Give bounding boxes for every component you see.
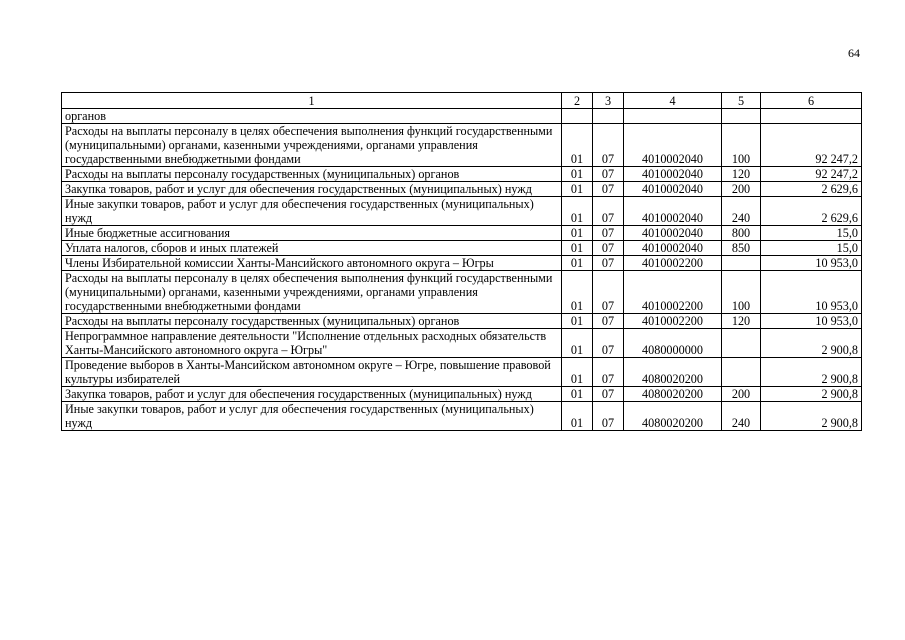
- row-amount: 2 900,8: [761, 358, 862, 387]
- row-name: Расходы на выплаты персоналу государственных (муниципальных) органов: [62, 167, 562, 182]
- table-row: [62, 167, 862, 182]
- row-section: 01: [562, 402, 593, 431]
- row-amount: 92 247,2: [761, 124, 862, 167]
- row-subsection: 07: [593, 271, 624, 314]
- row-expense-type: 240: [722, 402, 761, 431]
- row-section: 01: [562, 256, 593, 271]
- row-section: 01: [562, 197, 593, 226]
- row-target-article: 4080000000: [624, 329, 722, 358]
- table-row: [62, 109, 862, 124]
- row-target-article: 4010002040: [624, 241, 722, 256]
- row-expense-type: 850: [722, 241, 761, 256]
- table-row: [62, 124, 862, 167]
- row-name: Непрограммное направление деятельности "Исполнение отдельных расходных обязательств Ханты-Мансийского автономного округа – Югры": [62, 329, 562, 358]
- row-subsection: 07: [593, 402, 624, 431]
- row-name: Закупка товаров, работ и услуг для обеспечения государственных (муниципальных) нужд: [62, 182, 562, 197]
- header-col-6: 6: [761, 93, 862, 109]
- row-section: 01: [562, 358, 593, 387]
- row-target-article: 4080020200: [624, 402, 722, 431]
- row-section: 01: [562, 124, 593, 167]
- row-subsection: 07: [593, 197, 624, 226]
- row-amount: [761, 109, 862, 124]
- row-target-article: 4010002040: [624, 167, 722, 182]
- header-col-5: 5: [722, 93, 761, 109]
- table-row: [62, 271, 862, 314]
- row-expense-type: 120: [722, 167, 761, 182]
- header-col-2: 2: [562, 93, 593, 109]
- row-name: Уплата налогов, сборов и иных платежей: [62, 241, 562, 256]
- table-row: [62, 256, 862, 271]
- row-expense-type: 800: [722, 226, 761, 241]
- row-name: Иные закупки товаров, работ и услуг для обеспечения государственных (муниципальных) нужд: [62, 197, 562, 226]
- table-row: [62, 329, 862, 358]
- budget-table: [61, 92, 862, 431]
- page-number: 64: [848, 46, 860, 60]
- row-name: Закупка товаров, работ и услуг для обеспечения государственных (муниципальных) нужд: [62, 387, 562, 402]
- header-col-4: 4: [624, 93, 722, 109]
- table-row: [62, 402, 862, 431]
- table-row: [62, 358, 862, 387]
- row-subsection: 07: [593, 387, 624, 402]
- table-row: [62, 314, 862, 329]
- row-subsection: 07: [593, 226, 624, 241]
- table-body: [62, 109, 862, 431]
- table-row: [62, 226, 862, 241]
- row-section: 01: [562, 226, 593, 241]
- row-section: 01: [562, 387, 593, 402]
- row-subsection: 07: [593, 256, 624, 271]
- row-section: 01: [562, 167, 593, 182]
- row-amount: 2 900,8: [761, 387, 862, 402]
- row-name: Иные закупки товаров, работ и услуг для обеспечения государственных (муниципальных) нужд: [62, 402, 562, 431]
- row-subsection: 07: [593, 167, 624, 182]
- row-expense-type: 200: [722, 182, 761, 197]
- row-expense-type: 120: [722, 314, 761, 329]
- row-section: 01: [562, 314, 593, 329]
- row-section: 01: [562, 271, 593, 314]
- table-row: [62, 387, 862, 402]
- row-amount: 2 900,8: [761, 329, 862, 358]
- row-target-article: 4080020200: [624, 387, 722, 402]
- row-target-article: 4010002200: [624, 271, 722, 314]
- row-expense-type: [722, 256, 761, 271]
- row-target-article: 4010002200: [624, 256, 722, 271]
- row-expense-type: 100: [722, 271, 761, 314]
- row-expense-type: 240: [722, 197, 761, 226]
- row-name: Проведение выборов в Ханты-Мансийском автономном округе – Югре, повышение правовой культуры избирателей: [62, 358, 562, 387]
- row-amount: 15,0: [761, 241, 862, 256]
- row-expense-type: [722, 329, 761, 358]
- row-amount: 10 953,0: [761, 271, 862, 314]
- row-section: [562, 109, 593, 124]
- table-row: [62, 241, 862, 256]
- row-section: 01: [562, 241, 593, 256]
- row-subsection: 07: [593, 182, 624, 197]
- row-name: Расходы на выплаты персоналу в целях обеспечения выполнения функций государственными (муниципальными) органами, казенными учреждениями, органами управления государственными внебюджетными фондами: [62, 124, 562, 167]
- row-target-article: [624, 109, 722, 124]
- header-row: [62, 93, 862, 109]
- row-amount: 92 247,2: [761, 167, 862, 182]
- row-amount: 2 629,6: [761, 197, 862, 226]
- row-amount: 15,0: [761, 226, 862, 241]
- row-name: органов: [62, 109, 562, 124]
- row-amount: 10 953,0: [761, 256, 862, 271]
- row-expense-type: [722, 358, 761, 387]
- table-row: [62, 182, 862, 197]
- row-amount: 10 953,0: [761, 314, 862, 329]
- table-row: [62, 197, 862, 226]
- row-target-article: 4010002040: [624, 197, 722, 226]
- header-col-3: 3: [593, 93, 624, 109]
- row-target-article: 4010002040: [624, 182, 722, 197]
- row-subsection: 07: [593, 314, 624, 329]
- row-target-article: 4010002040: [624, 226, 722, 241]
- row-expense-type: [722, 109, 761, 124]
- row-subsection: [593, 109, 624, 124]
- row-name: Члены Избирательной комиссии Ханты-Мансийского автономного округа – Югры: [62, 256, 562, 271]
- row-target-article: 4010002200: [624, 314, 722, 329]
- row-name: Иные бюджетные ассигнования: [62, 226, 562, 241]
- row-subsection: 07: [593, 329, 624, 358]
- row-subsection: 07: [593, 358, 624, 387]
- row-name: Расходы на выплаты персоналу в целях обеспечения выполнения функций государственными (муниципальными) органами, казенными учреждениями, органами управления государственными внебюджетными фондами: [62, 271, 562, 314]
- row-name: Расходы на выплаты персоналу государственных (муниципальных) органов: [62, 314, 562, 329]
- row-subsection: 07: [593, 124, 624, 167]
- row-target-article: 4010002040: [624, 124, 722, 167]
- header-col-1: 1: [62, 93, 562, 109]
- row-expense-type: 200: [722, 387, 761, 402]
- row-section: 01: [562, 329, 593, 358]
- row-target-article: 4080020200: [624, 358, 722, 387]
- row-subsection: 07: [593, 241, 624, 256]
- row-amount: 2 629,6: [761, 182, 862, 197]
- row-section: 01: [562, 182, 593, 197]
- row-amount: 2 900,8: [761, 402, 862, 431]
- row-expense-type: 100: [722, 124, 761, 167]
